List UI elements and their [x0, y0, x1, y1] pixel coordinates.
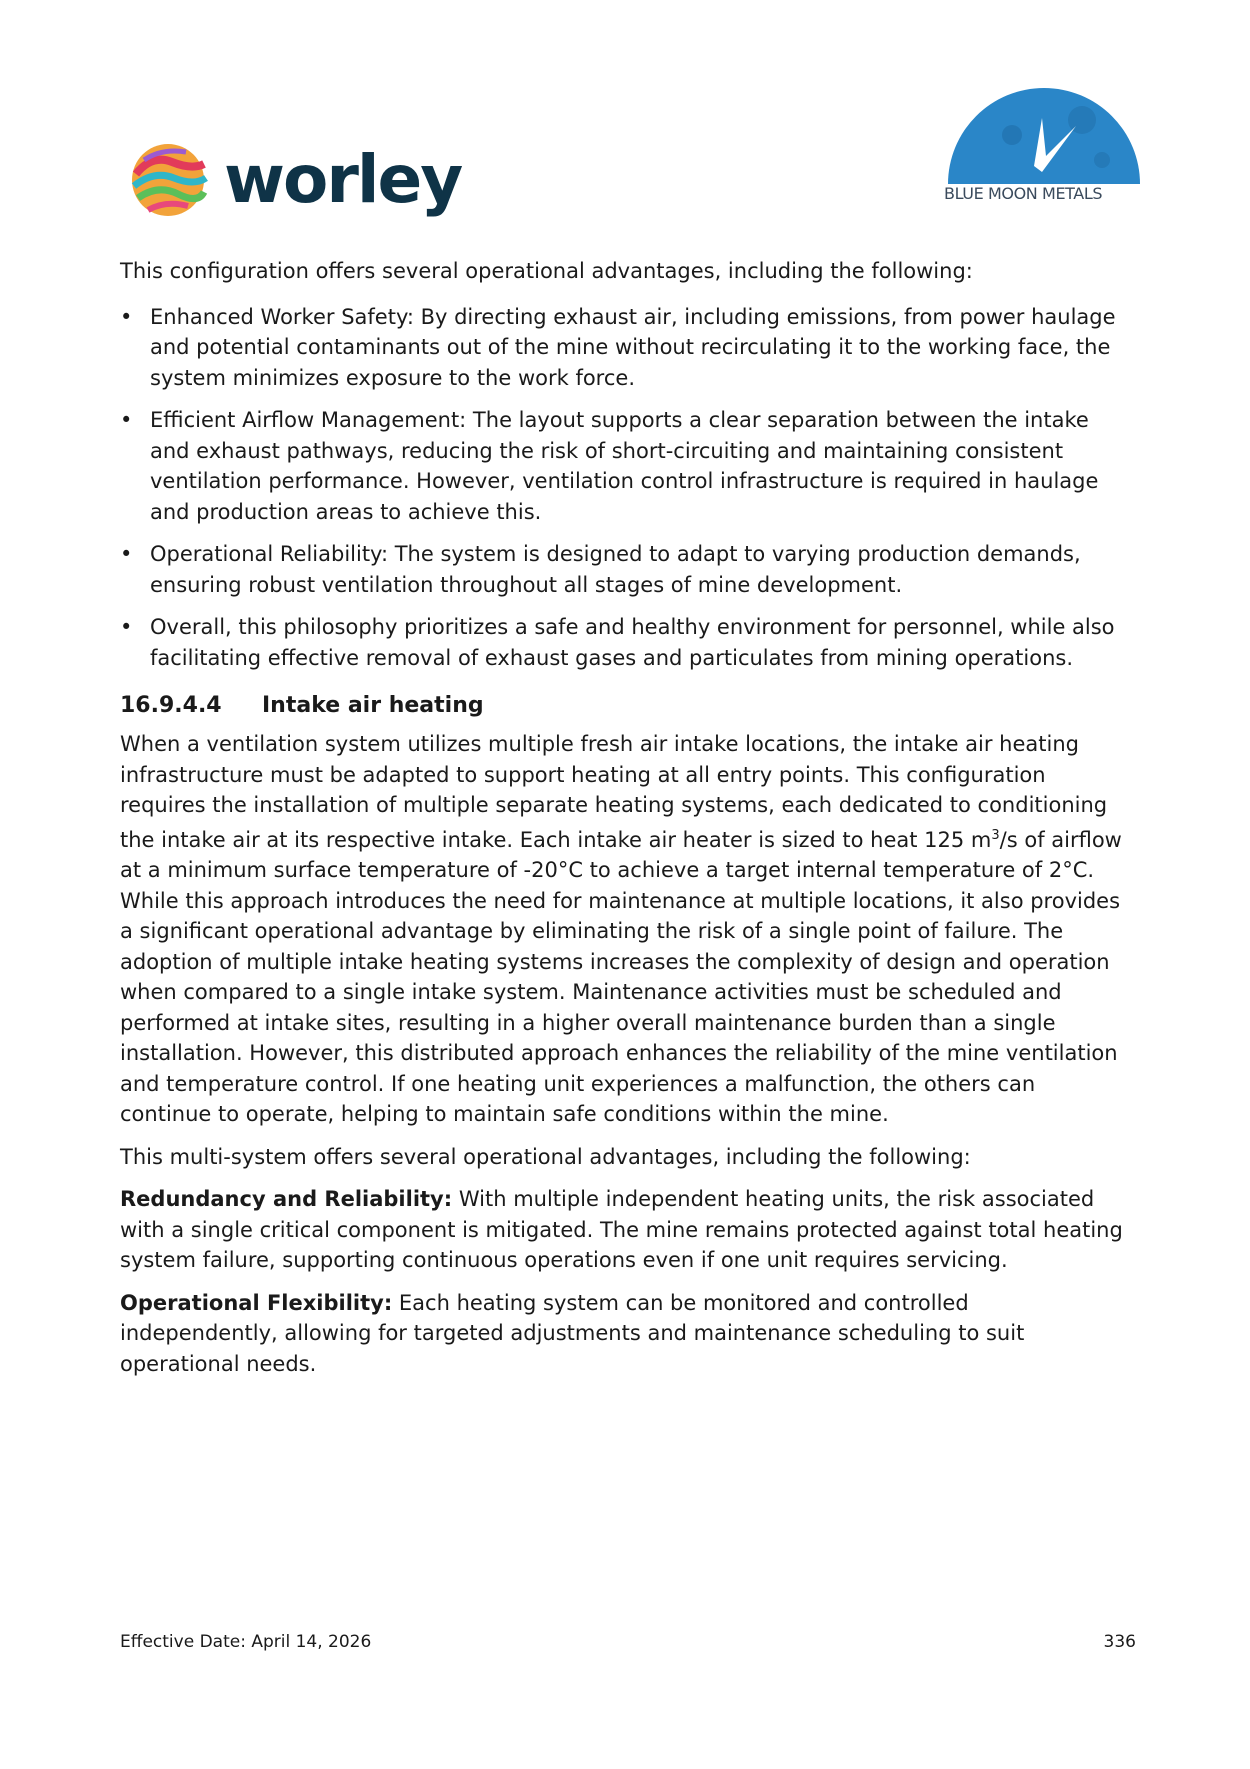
section-title: Intake air heating — [262, 693, 484, 718]
intro-paragraph: This multi-system offers several operational advantages, including the following: — [120, 1144, 971, 1169]
superscript: 3 — [991, 827, 1000, 843]
list-item — [120, 302, 1130, 394]
body-text-part: /s of airflow at a minimum surface temperature of -20°C to achieve a target internal temperature of 2°C. While this approach introduces the need for maintenance at multiple locations, it also provides a significant operational advantage by eliminating the risk of a single point of failure. The adoption of multiple intake heating systems increases the complexity of design and operation when compared to a single intake system. Maintenance activities must be scheduled and performed at intake sites, resulting in a higher overall maintenance burden than a single installation. However, this distributed approach enhances the reliability of the mine ventilation and temperature control. If one heating unit experiences a malfunction, the others can continue to operate, helping to maintain safe conditions within the mine. — [120, 827, 1122, 1126]
section-heading — [120, 689, 1130, 723]
body-paragraph — [120, 729, 1130, 1130]
bullet-icon: • — [120, 542, 133, 566]
list-item — [120, 405, 1130, 527]
footer-page-number: 336 — [1103, 1632, 1136, 1652]
advantage-paragraph — [120, 1184, 1130, 1276]
worley-logo — [128, 140, 462, 220]
list-item — [120, 539, 1130, 600]
advantage-lead: Redundancy and Reliability: — [120, 1187, 453, 1211]
list-item-text: Efficient Airflow Management: The layout supports a clear separation between the intake and exhaust pathways, reducing the risk of short-circuiting and maintaining consistent ventilation performance. However, ventilation control infrastructure is required in haulage and production areas to achieve this. — [150, 408, 1099, 524]
advantages-bullet-list — [120, 302, 1130, 674]
advantage-paragraph — [120, 1288, 1130, 1380]
advantage-text: With multiple independent heating units, the risk associated with a single critical component is mitigated. The mine remains protected against total heating system failure, supporting continuous operations even if one unit requires servicing. — [120, 1187, 1123, 1272]
intro-paragraph: This configuration offers several operational advantages, including the following: — [120, 259, 973, 283]
list-item-text: Operational Reliability: The system is designed to adapt to varying production demands, ensuring robust ventilation throughout all stages of mine development. — [150, 542, 1081, 597]
advantage-lead: Operational Flexibility: — [120, 1290, 393, 1315]
advantage-text: Each heating system can be monitored and controlled independently, allowing for targeted adjustments and maintenance scheduling to suit operational needs. — [120, 1290, 1025, 1376]
main-content — [120, 256, 1130, 1391]
bullet-icon: • — [120, 615, 133, 639]
blue-moon-metals-wordmark: BLUE MOON METALS — [944, 184, 1103, 203]
section-number: 16.9.4.4 — [120, 693, 222, 718]
list-item-text: Overall, this philosophy prioritizes a safe and healthy environment for personnel, while also facilitating effective removal of exhaust gases and particulates from mining operations. — [150, 615, 1115, 670]
body-text-part: When a ventilation system utilizes multiple fresh air intake locations, the intake air heating infrastructure must be adapted to support heating at all entry points. This configuration requires the installation of multiple separate heating systems, each dedicated to conditioning the intake air at its respective intake. Each intake air heater is sized to heat 125 m — [120, 732, 1108, 852]
worley-wordmark: worley — [224, 141, 462, 218]
list-item-text: Enhanced Worker Safety: By directing exhaust air, including emissions, from power haulage and potential contaminants out of the mine without recirculating it to the working face, the system minimizes exposure to the work force. — [150, 304, 1116, 390]
bullet-icon: • — [120, 304, 133, 329]
worley-swirl-icon — [128, 140, 210, 220]
blue-moon-metals-logo — [942, 80, 1147, 210]
list-item — [120, 612, 1130, 673]
footer-effective-date: Effective Date: April 14, 2026 — [120, 1632, 372, 1652]
moon-icon — [942, 80, 1147, 184]
bullet-icon: • — [120, 408, 133, 432]
